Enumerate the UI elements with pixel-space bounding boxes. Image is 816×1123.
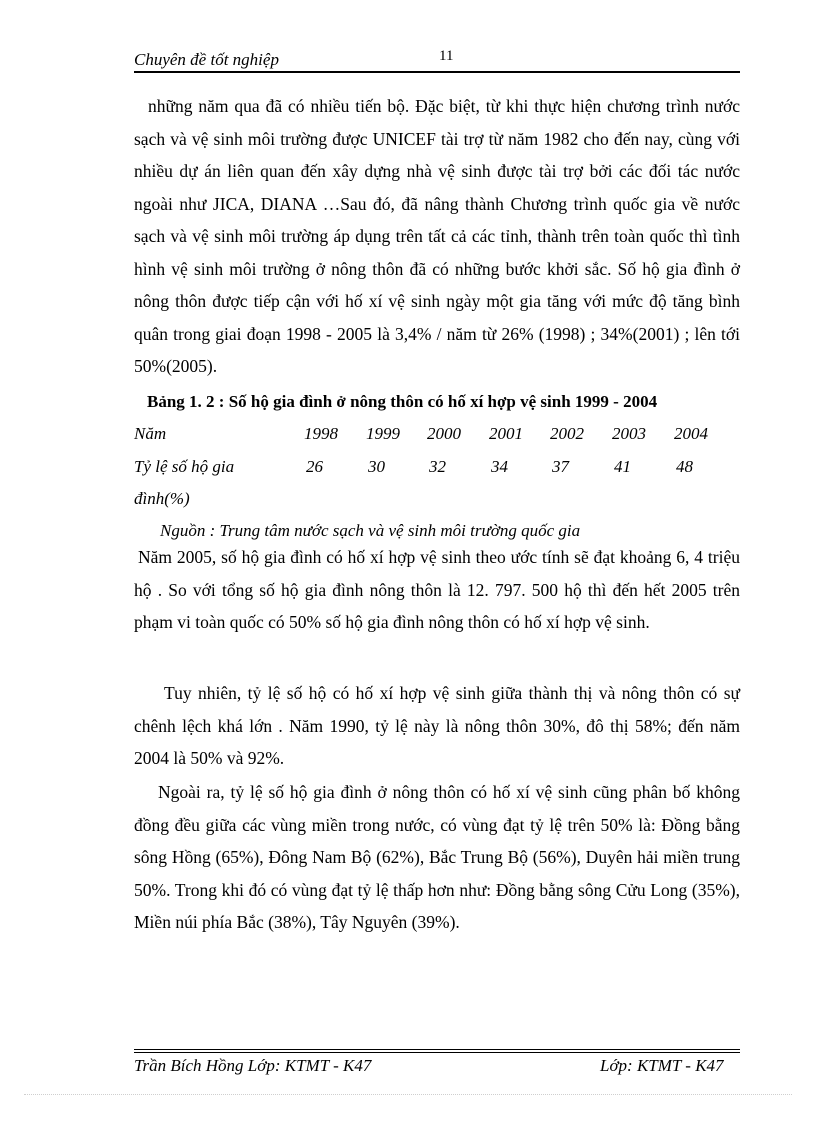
footer-author: Trần Bích Hồng Lớp: KTMT - K47 — [134, 1056, 372, 1075]
table-cell-rate: 32 — [429, 457, 446, 476]
table-cell-rate: 26 — [306, 457, 323, 476]
paragraph-regional-distribution: Ngoài ra, tỷ lệ số hộ gia đình ở nông thôn có hố xí vệ sinh cũng phân bố không đồng đều giữa các vùng miền trong nước, có vùng đạt tỷ lệ trên 50% là: Đồng bằng sông Hồng (65%), Đông Nam Bộ (62%), Bắc Trung Bộ (56%), Duyên hải miền trung 50%. Trong khi đó có vùng đạt tỷ lệ thấp hơn như: Đồng bằng sông Cửu Long (35%), Miền núi phía Bắc (38%), Tây Nguyên (39%). — [134, 782, 740, 932]
page-edge — [24, 1094, 792, 1095]
table-caption: Bảng 1. 2 : Số hộ gia đình ở nông thôn có hố xí hợp vệ sinh 1999 - 2004 — [147, 392, 658, 411]
table-cell-year: 1998 — [304, 424, 338, 443]
footer-class: Lớp: KTMT - K47 — [600, 1056, 724, 1075]
table-cell-year: 2000 — [427, 424, 461, 443]
table-cell-year: 2001 — [489, 424, 523, 443]
row-label-year: Năm — [134, 424, 167, 443]
table-cell-rate: 41 — [614, 457, 631, 476]
table-cell-rate: 37 — [552, 457, 569, 476]
paragraph-sanitation-progress: những năm qua đã có nhiều tiến bộ. Đặc biệt, từ khi thực hiện chương trình nước sạch và vệ sinh môi trường được UNICEF tài trợ từ năm 1982 cho đến nay, cùng với nhiều dự án liên quan đến xây dựng nhà vệ sinh được tài trợ bởi các đối tác nước ngoài như JICA, DIANA …Sau đó, đã nâng thành Chương trình quốc gia về nước sạch và vệ sinh môi trường áp dụng trên tất cả các tỉnh, thành trên toàn quốc thì tình hình vệ sinh môi trường ở nông thôn đã có những bước khởi sắc. Số hộ gia đình ở nông thôn được tiếp cận với hố xí vệ sinh ngày một gia tăng với mức độ tăng bình quân trong giai đoạn 1998 - 2005 là 3,4% / năm từ 26% (1998) ; 34%(2001) ; lên tới 50%(2005). — [134, 96, 740, 376]
header-divider — [134, 71, 740, 73]
table-cell-rate: 48 — [676, 457, 693, 476]
table-cell-year: 1999 — [366, 424, 400, 443]
row-label-rate-cont: đình(%) — [134, 489, 190, 508]
table-cell-year: 2004 — [674, 424, 708, 443]
table-source: Nguồn : Trung tâm nước sạch và vệ sinh môi trường quốc gia — [160, 521, 581, 540]
table-cell-year: 2003 — [612, 424, 646, 443]
page-number: 11 — [439, 48, 454, 64]
table-cell-year: 2002 — [550, 424, 584, 443]
footer-divider — [134, 1049, 740, 1050]
paragraph-urban-rural-gap: Tuy nhiên, tỷ lệ số hộ có hố xí hợp vệ sinh giữa thành thị và nông thôn có sự chênh lệch khá lớn . Năm 1990, tỷ lệ này là nông thôn 30%, đô thị 58%; đến năm 2004 là 50% và 92%. — [134, 683, 740, 768]
paragraph-2005-estimate: Năm 2005, số hộ gia đình có hố xí hợp vệ sinh theo ước tính sẽ đạt khoảng 6, 4 triệu hộ . So với tổng số hộ gia đình nông thôn là 12. 797. 500 hộ thì đến hết 2005 trên phạm vi toàn quốc có 50% số hộ gia đình nông thôn có hố xí hợp vệ sinh. — [134, 547, 740, 632]
header-title: Chuyên đề tốt nghiệp — [134, 50, 279, 69]
page-header — [134, 50, 740, 72]
table-cell-rate: 30 — [368, 457, 385, 476]
table-cell-rate: 34 — [491, 457, 508, 476]
footer-divider — [134, 1052, 740, 1053]
row-label-rate: Tỷ lệ số hộ gia — [134, 457, 235, 476]
